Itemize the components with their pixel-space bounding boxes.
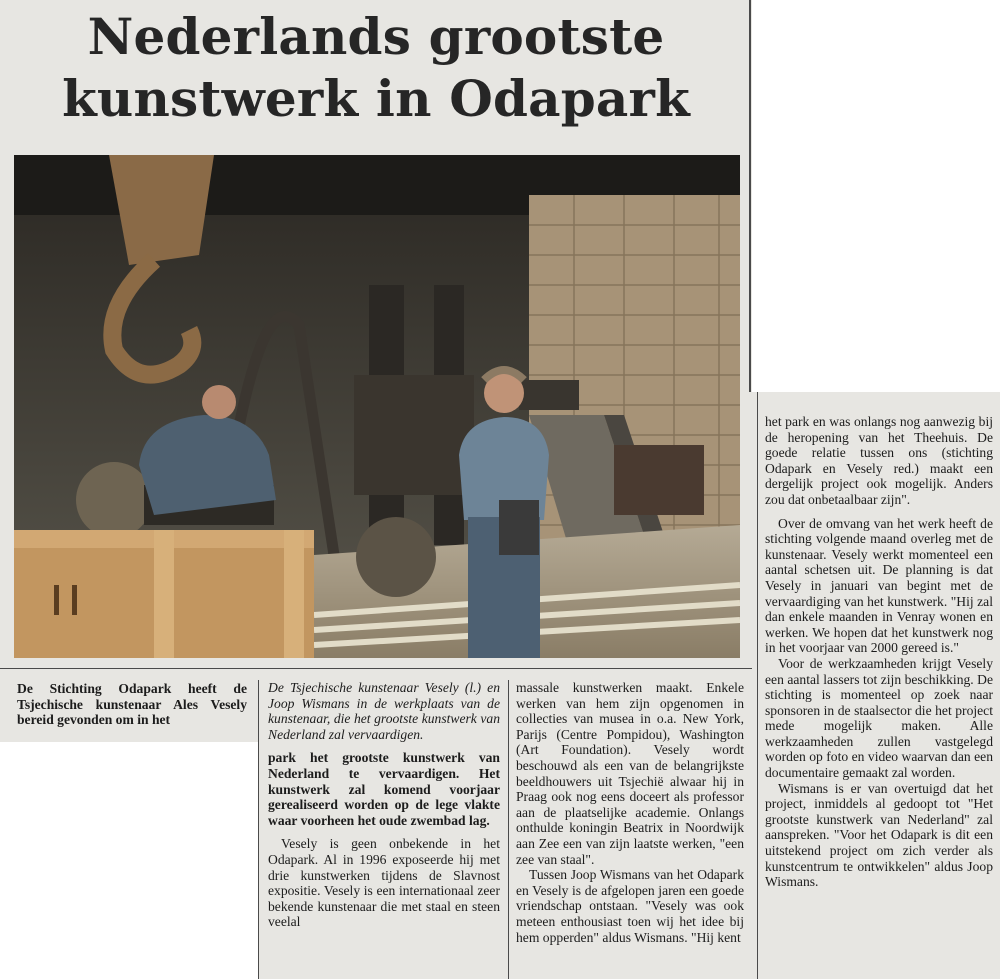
headline-line-2: kunstwerk in Odapark — [62, 69, 690, 128]
lead-paragraph-continued: park het grootste kunstwerk van Nederland te vervaardigen. Het kunstwerk zal komend voorjaar gerealiseerd worden op de lege vlakte waar voorheen het oude zwembad lag. — [268, 750, 500, 828]
headline-line-1: Nederlands grootste — [87, 7, 665, 66]
column-rule-top — [749, 0, 751, 392]
body-paragraph-3: Tussen Joop Wismans van het Odapark en Vesely is de afgelopen jaren een goede vriendschap ontstaan. "Vesely was ook meteen enthousiast toen wij het idee bij hem opperden" aldus Wismans. "Hij kent — [516, 867, 744, 945]
workshop-photo — [14, 155, 740, 658]
body-paragraph-7: Wismans is er van overtuigd dat het project, inmiddels al gedoopt tot "Het grootste kunstwerk van Nederland" zal aanspreken. "Voor het Odapark is dit een uitstekend project om zich verder als kunstcentrum te ontwikkelen" aldus Joop Wismans. — [765, 780, 993, 890]
headline — [20, 6, 732, 130]
body-paragraph-1: Vesely is geen onbekende in het Odapark. Al in 1996 exposeerde hij met drie kunstwerken tijdens de Slavnost expositie. Vesely is een internationaal zeer bekende kunstenaar die met staal en steen veelal — [268, 836, 500, 930]
caption-rule — [0, 668, 752, 669]
body-paragraph-5: Over de omvang van het werk heeft de stichting volgende maand overleg met de kunstenaar. Vesely werkt momenteel een aantal schetsen uit. De planning is dat Vesely in januari van begint met de vervaardiging van het kunstwerk. "Hij zal dan enkele maanden in Venray wonen en werken. We hopen dat het kunstwerk nog in het voorjaar van 2000 gereed is." — [765, 515, 993, 656]
lead-column-1 — [17, 681, 247, 728]
body-paragraph-6: Voor de werkzaamheden krijgt Vesely een aantal lassers tot zijn beschikking. De stichting is momenteel op zoek naar sponsoren in de staalsector die het project mede mogelijk maken. Alle werkzaamheden zullen vastgelegd worden op foto en video waarvan dan een documentaire gemaakt zal worden. — [765, 655, 993, 781]
body-paragraph-2: massale kunstwerken maakt. Enkele werken van hem zijn opgenomen in collecties van musea in o.a. New York, Parijs (Centre Pompidou), Washington (Art Foundation). Vesely wordt beschouwd als een van de belangrijkste beeldhouwers uit Tsjechië alwaar hij in Praag ook nog eens doceert als professor aan de plaatselijke academie. Onlangs onthulde koningin Beatrix in Noordwijk aan Zee een van zijn laatste werken, "een zee van staal". — [516, 680, 744, 867]
lead-paragraph-start: De Stichting Odapark heeft de Tsjechische kunstenaar Ales Vesely bereid gevonden om in het — [17, 681, 247, 728]
column-rule-1 — [258, 680, 259, 979]
body-paragraph-4: het park en was onlangs nog aanwezig bij de heropening van het Theehuis. De goede relatie tussen ons (stichting Odapark en Vesely red.) maakt een dergelijk project ook mogelijk. Anders zou dat onbetaalbaar zijn". — [765, 414, 993, 507]
column-2 — [268, 680, 500, 930]
photo-caption: De Tsjechische kunstenaar Vesely (l.) en Joop Wismans in de werkplaats van de kunstenaar, die het grootste kunstwerk van Nederland zal vervaardigen. — [268, 680, 500, 742]
column-3 — [516, 680, 744, 945]
column-4 — [765, 414, 993, 890]
column-rule-3 — [757, 392, 758, 979]
column-rule-2 — [508, 680, 509, 979]
